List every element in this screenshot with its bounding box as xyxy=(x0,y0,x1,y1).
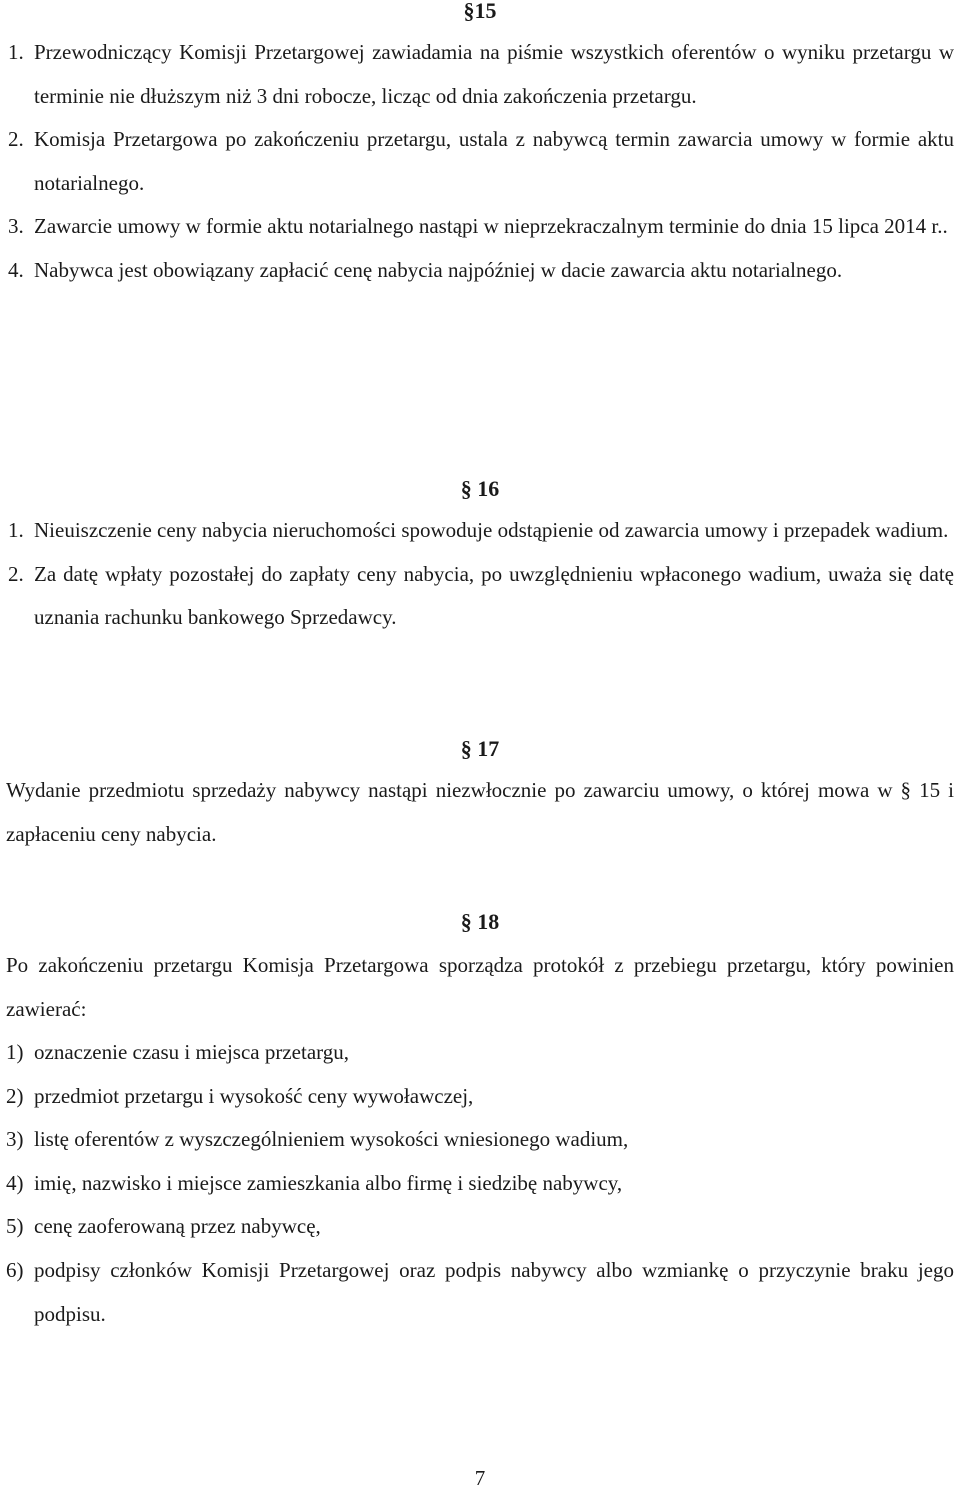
list-item xyxy=(0,205,960,249)
list-item-text: Komisja Przetargowa po zakończeniu przetargu, ustala z nabywcą termin zawarcia umowy w formie aktu notarialnego. xyxy=(34,127,954,195)
list-item-text: Nabywca jest obowiązany zapłacić cenę nabycia najpóźniej w dacie zawarcia aktu notarialnego. xyxy=(34,257,843,282)
section-18-list xyxy=(0,1031,960,1336)
list-item xyxy=(0,1162,960,1206)
list-item-number: 3) xyxy=(6,1127,24,1152)
list-item-number: 1. xyxy=(8,518,24,542)
list-item xyxy=(0,509,960,553)
list-item-number: 5) xyxy=(6,1214,24,1239)
list-item-text: Zawarcie umowy w formie aktu notarialnego nastąpi w nieprzekraczalnym terminie do dnia 15 lipca 2014 r.. xyxy=(34,214,948,238)
list-item-number: 4. xyxy=(8,257,24,282)
list-item xyxy=(0,553,960,640)
list-item xyxy=(0,1249,960,1336)
list-item-number: 3. xyxy=(8,214,24,238)
list-item-text: Przewodniczący Komisji Przetargowej zawiadamia na piśmie wszystkich oferentów o wyniku przetargu w terminie nie dłuższym niż 3 dni robocze, licząc od dnia zakończenia przetargu. xyxy=(34,40,954,108)
list-item xyxy=(0,1031,960,1075)
list-item-number: 4) xyxy=(6,1170,24,1195)
section-17-heading: § 17 xyxy=(460,736,500,761)
list-item-number: 2. xyxy=(8,561,24,586)
list-item xyxy=(0,1118,960,1162)
list-item-text: imię, nazwisko i miejsce zamieszkania albo firmę i siedzibę nabywcy, xyxy=(34,1170,623,1195)
list-item-text: cenę zaoferowaną przez nabywcę, xyxy=(34,1214,321,1239)
list-item xyxy=(0,118,960,205)
list-item-text: listę oferentów z wyszczególnieniem wysokości wniesionego wadium, xyxy=(34,1127,629,1152)
list-item xyxy=(0,249,960,293)
list-item-text: Nieuiszczenie ceny nabycia nieruchomości spowoduje odstąpienie od zawarcia umowy i przepadek wadium. xyxy=(34,518,949,542)
section-16-list xyxy=(0,509,960,640)
section-17-text: Wydanie przedmiotu sprzedaży nabywcy nastąpi niezwłocznie po zawarciu umowy, o której mowa w § 15 i zapłaceniu ceny nabycia. xyxy=(6,778,954,846)
list-item-number: 2. xyxy=(8,127,24,151)
list-item xyxy=(0,31,960,118)
section-18-intro: Po zakończeniu przetargu Komisja Przetargowa sporządza protokół z przebiegu przetargu, który powinien zawierać: xyxy=(6,953,954,1021)
list-item-text: Za datę wpłaty pozostałej do zapłaty ceny nabycia, po uwzględnieniu wpłaconego wadium, uważa się datę uznania rachunku bankowego Sprzedawcy. xyxy=(34,561,954,629)
list-item-text: podpisy członków Komisji Przetargowej oraz podpis nabywcy albo wzmiankę o przyczynie braku jego podpisu. xyxy=(34,1257,954,1326)
list-item-number: 1. xyxy=(8,40,24,64)
list-item xyxy=(0,1205,960,1249)
section-15-heading: §15 xyxy=(463,0,497,23)
list-item xyxy=(0,1075,960,1119)
section-15-list xyxy=(0,31,960,292)
page-number: 7 xyxy=(474,1466,486,1490)
section-18-heading: § 18 xyxy=(460,909,500,934)
list-item-text: przedmiot przetargu i wysokość ceny wywoławczej, xyxy=(34,1083,474,1108)
list-item-number: 1) xyxy=(6,1040,24,1064)
list-item-number: 2) xyxy=(6,1083,24,1108)
list-item-text: oznaczenie czasu i miejsca przetargu, xyxy=(34,1040,350,1064)
section-16-heading: § 16 xyxy=(460,476,500,501)
list-item-number: 6) xyxy=(6,1257,24,1282)
